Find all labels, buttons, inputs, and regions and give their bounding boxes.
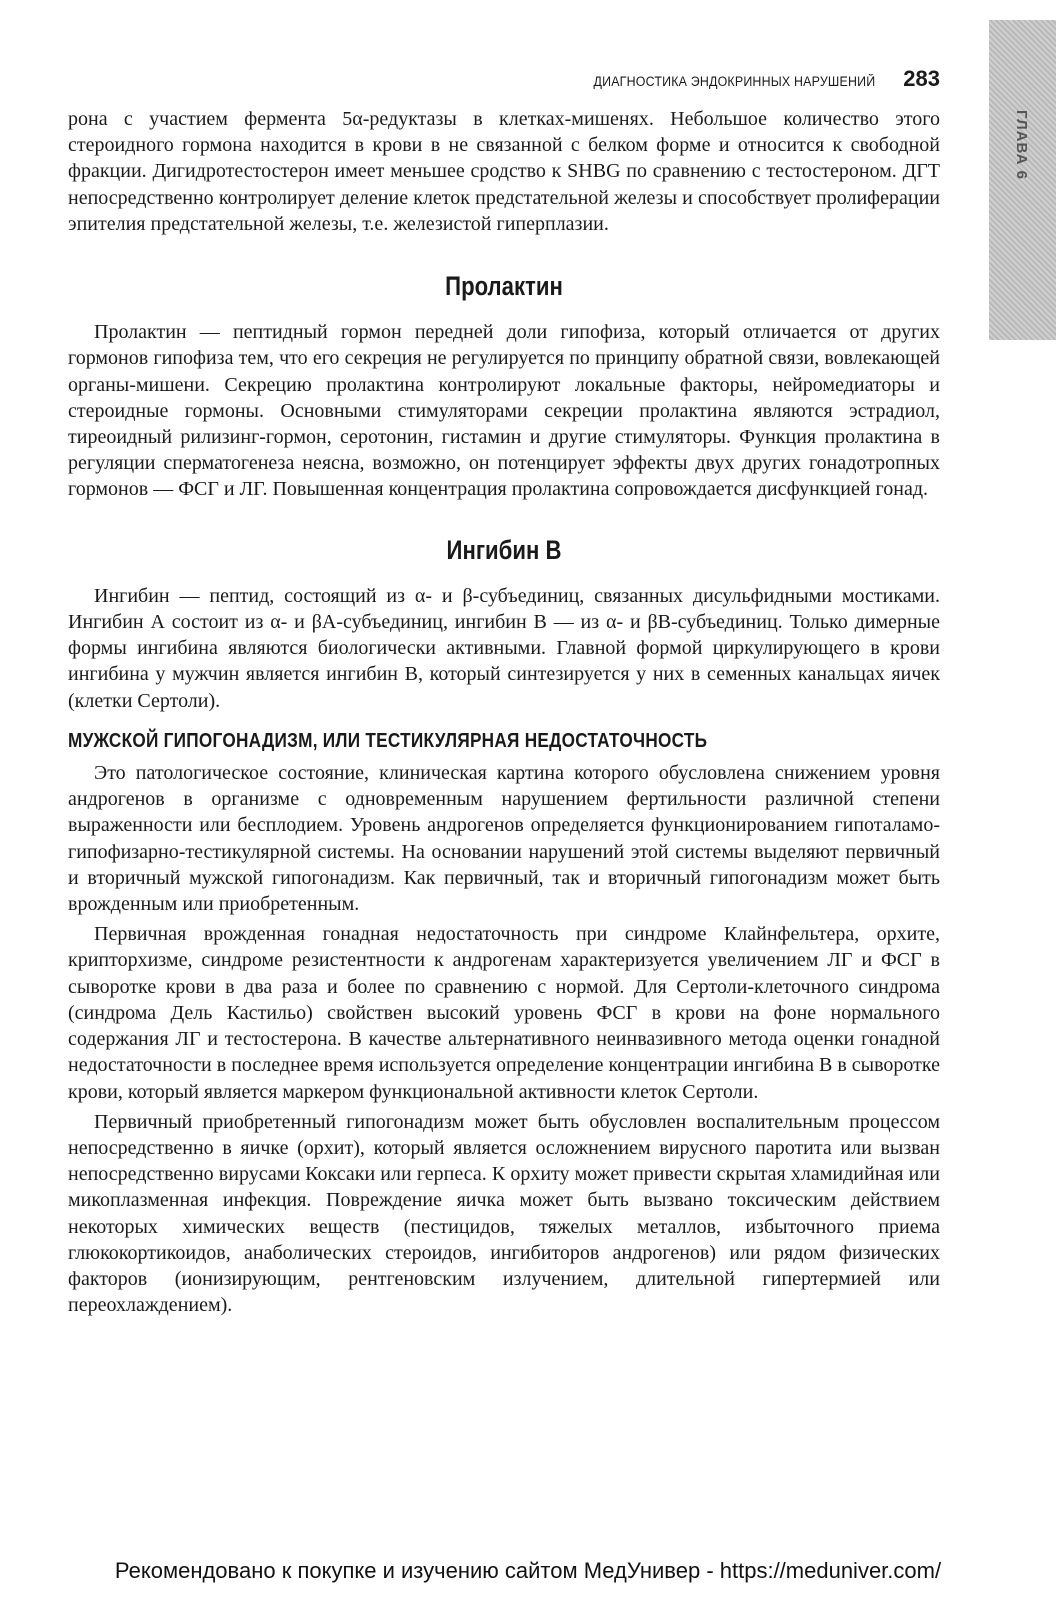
hypogonadism-paragraph-2: Первичная врожденная гонадная недостаточность при синдроме Клайнфельтера, орхите, крипторхизме, синдроме резистентности к андрогенам характеризуется увеличением ЛГ и ФСГ в сыворотке крови в два раза и более по сравнению с нормой. Для Сертоли-клеточного синдрома (синдрома Дель Кастильо) свойствен высокий уровень ФСГ в крови на фоне нормального содержания ЛГ и тестостерона. В качестве альтернативного неинвазивного метода оценки гонадной недостаточности в последнее время используется определение концентрации ингибина В в сыворотке крови, который является маркером функциональной активности клеток Сертоли. xyxy=(68,923,940,1103)
section-heading-hypogonadism: МУЖСКОЙ ГИПОГОНАДИЗМ, ИЛИ ТЕСТИКУЛЯРНАЯ НЕДОСТАТОЧНОСТЬ xyxy=(68,729,708,752)
running-header xyxy=(520,66,940,94)
page-number: 283 xyxy=(903,66,940,91)
hypogonadism-paragraph-3: Первичный приобретенный гипогонадизм может быть обусловлен воспалительным процессом непосредственно в яичке (орхит), который является осложнением вирусного паротита или вызван непосредственно вирусами Коксаки или герпеса. К орхиту может привести скрытая хламидийная или микоплазменная инфекция. Повреждение яичка может быть вызвано токсическим действием некоторых химических веществ (пестицидов, тяжелых металлов, избыточного приема глюкокортикоидов, анаболических стероидов, ингибиторов андрогенов) или рядом физических факторов (ионизирующим, рентгеновским излучением, длительной гипертермией или переохлаждением). xyxy=(68,1110,940,1317)
page-body xyxy=(68,106,940,1318)
chapter-side-tab xyxy=(989,20,1056,340)
chapter-tab-label: ГЛАВА 6 xyxy=(1013,110,1030,180)
section-heading-prolactin: Пролактин xyxy=(445,271,563,302)
inhibin-paragraph: Ингибин — пептид, состоящий из α- и β-субъединиц, связанных дисульфидными мостиками. Ингибин А состоит из α- и βА-субъединиц, ингибин В — из α- и βВ-субъединиц. Только димерные формы ингибина являются биологически активными. Главной формой циркулирующего в крови ингибина у мужчин является ингибин В, который синтезируется у них в семенных канальцах яичек (клетки Сертоли). xyxy=(68,584,940,712)
hypogonadism-paragraph-1: Это патологическое состояние, клиническая картина которого обусловлена снижением уровня андрогенов в организме с одновременным нарушением фертильности различной степени выраженности или бесплодием. Уровень андрогенов определяется функционированием гипоталамо-гипофизарно-тестикулярной системы. На основании нарушений этой системы выделяют первичный и вторичный мужской гипогонадизм. Как первичный, так и вторичный гипогонадизм может быть врожденным или приобретенным. xyxy=(68,762,940,916)
footer-watermark: Рекомендовано к покупке и изучению сайтом МедУнивер - https://meduniver.com/ xyxy=(114,1558,942,1583)
section-heading-inhibin: Ингибин В xyxy=(446,534,562,565)
running-title: ДИАГНОСТИКА ЭНДОКРИННЫХ НАРУШЕНИЙ xyxy=(593,74,876,89)
intro-paragraph: рона с участием фермента 5α-редуктазы в клетках-мишенях. Небольшое количество этого стероидного гормона находится в крови в не связанной с белком форме и относится к свободной фракции. Дигидротестостерон имеет меньшее сродство к SHBG по сравнению с тестостероном. ДГТ непосредственно контролирует деление клеток предстательной железы и способствует пролиферации эпителия предстательной железы, т.е. железистой гиперплазии. xyxy=(68,108,940,235)
prolactin-paragraph: Пролактин — пептидный гормон передней доли гипофиза, который отличается от других гормонов гипофиза тем, что его секреция не регулируется по принципу обратной связи, вовлекающей органы-мишени. Секрецию пролактина контролируют локальные факторы, нейромедиаторы и стероидные гормоны. Основными стимуляторами секреции пролактина являются эстрадиол, тиреоидный рилизинг-гормон, серотонин, гистамин и другие стимуляторы. Функция пролактина в регуляции сперматогенеза неясна, возможно, он потенцирует эффекты двух других гонадотропных гормонов — ФСГ и ЛГ. Повышенная концентрация пролактина сопровождается дисфункцией гонад. xyxy=(68,321,940,501)
